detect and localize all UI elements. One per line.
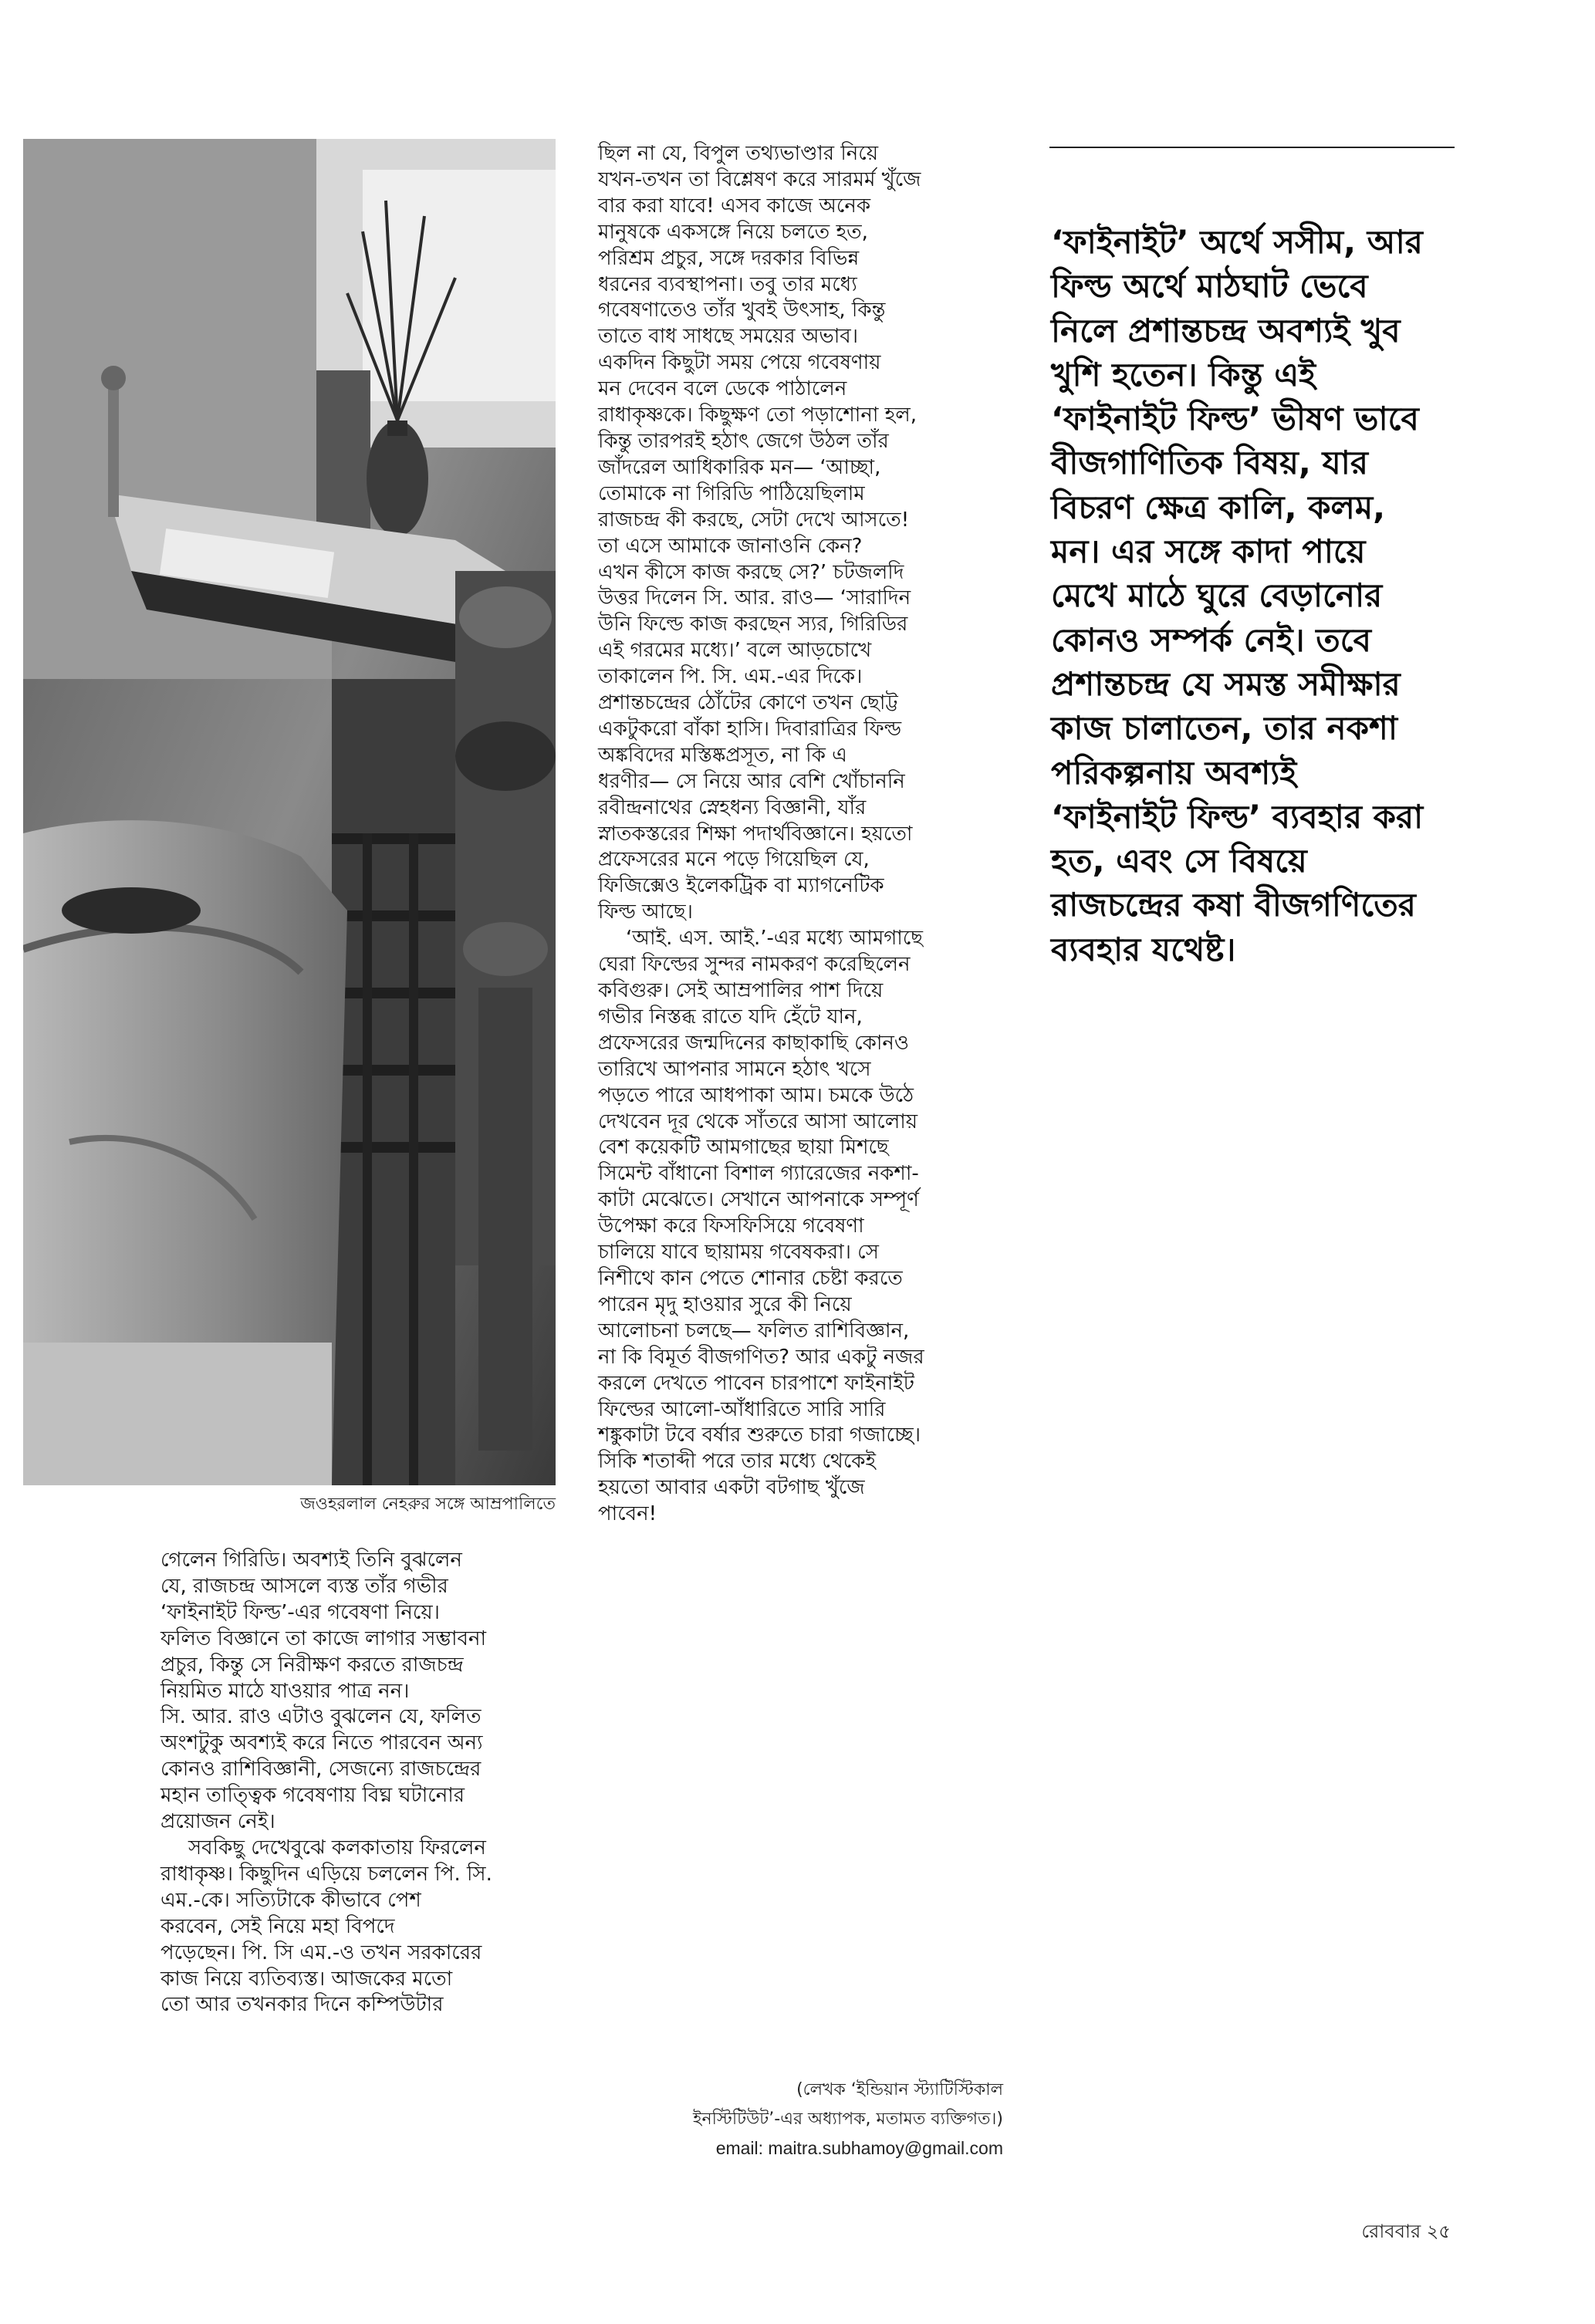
text-line: ফিল্ডের আলো-আঁধারিতে সারি সারি [598,1397,886,1421]
text-line: আলোচনা চলছে— ফলিত রাশিবিজ্ঞান, [598,1319,910,1343]
body-column-left [161,1548,562,2018]
text-line: প্রফেসরের মনে পড়ে গিয়েছিল যে, [598,848,870,872]
text-line: না কি বিমূর্ত বীজগণিত? আর একটু নজর [598,1345,924,1369]
text-line: সি. আর. রাও এটাও বুঝলেন যে, ফলিত [161,1705,482,1729]
text-line: কোনও রাশিবিজ্ঞানী, সেজন্যে রাজচন্দ্রের [161,1758,482,1782]
body-column-middle [598,141,1011,1528]
text-line: ব্যবহার যথেষ্ট। [1051,930,1236,968]
text-line: নিয়মিত মাঠে যাওয়ার পাত্র নন। [161,1679,410,1703]
text-line: যে, রাজচন্দ্র আসলে ব্যস্ত তাঁর গভীর [161,1574,448,1598]
text-line: পড়তে পারে আধপাকা আম। চমকে উঠে [598,1083,914,1107]
text-line: গেলেন গিরিডি। অবশ্যই তিনি বুঝলেন [161,1549,462,1572]
author-note [602,2076,1003,2134]
text-line: বেশ কয়েকটি আমগাছের ছায়া মিশছে [598,1136,889,1160]
text-line: কিন্তু তারপরই হঠাৎ জেগে উঠল তাঁর [598,429,889,453]
text-line: তো আর তখনকার দিনে কম্পিউটার [161,1993,444,2017]
paragraph [161,1548,562,1836]
author-email[interactable]: email: maitra.subhamoy@gmail.com [715,2138,1003,2158]
author-note-line: ইনস্টিটিউট’-এর অধ্যাপক, মতামত ব্যক্তিগত।) [693,2110,1003,2129]
text-line: রাধাকৃষ্ণকে। কিছুক্ষণ তো পড়াশোনা হল, [598,404,917,427]
text-line: রাজচন্দ্রের কষা বীজগণিতের [1051,886,1416,924]
text-line: অঙ্কবিদের মস্তিষ্কপ্রসূত, না কি এ [598,743,847,767]
text-line: কোনও সম্পর্ক নেই। তবে [1051,620,1371,659]
text-line: পাবেন! [598,1502,657,1526]
text-line: শঙ্কুকাটা টবে বর্ষার শুরুতে চারা গজাচ্ছে। [598,1424,921,1447]
text-line: প্রয়োজন নেই। [161,1810,275,1834]
text-line: চালিয়ে যাবে ছায়াময় গবেষকরা। সে [598,1241,879,1265]
text-line: করবেন, সেই নিয়ে মহা বিপদে [161,1914,395,1938]
author-note-line: (লেখক ‘ইন্ডিয়ান স্ট্যাটিস্টিকাল [796,2080,1003,2099]
text-line: ছিল না যে, বিপুল তথ্যভাণ্ডার নিয়ে [598,142,879,165]
text-line: নিলে প্রশান্তচন্দ্র অবশ্যই খুব [1051,311,1401,350]
text-line: দেখবেন দূর থেকে সাঁতরে আসা আলোয় [598,1110,918,1133]
text-line: ‘ফাইনাইট ফিল্ড’ ব্যবহার করা [1051,797,1424,836]
text-line: ‘ফাইনাইট ফিল্ড’-এর গবেষণা নিয়ে। [161,1600,440,1624]
text-line: রাধাকৃষ্ণ। কিছুদিন এড়িয়ে চললেন পি. সি. [161,1862,492,1886]
text-line: যখন-তখন তা বিশ্লেষণ করে সারমর্ম খুঁজে [598,167,921,191]
text-line: পরিকল্পনায় অবশ্যই [1051,753,1297,792]
text-line: তোমাকে না গিরিডি পাঠিয়েছিলাম [598,481,865,505]
text-line: তা এসে আমাকে জানাওনি কেন? [598,534,863,558]
nehru-photo [23,139,556,1485]
text-line: কবিগুরু। সেই আম্রপালির পাশ দিয়ে [598,979,884,1002]
text-line: স্নাতকস্তরের শিক্ষা পদার্থবিজ্ঞানে। হয়তো [598,822,913,846]
text-line: তাতে বাধ সাধছে সময়ের অভাব। [598,325,859,349]
text-line: উপেক্ষা করে ফিসফিসিয়ে গবেষণা [598,1214,864,1238]
text-line: মহান তাত্ত্বিক গবেষণায় বিঘ্ন ঘটানোর [161,1784,465,1808]
text-line: ‘ফাইনাইট ফিল্ড’ ভীষণ ভাবে [1051,400,1419,438]
text-line: বিচরণ ক্ষেত্র কালি, কলম, [1051,488,1386,526]
text-line: রবীন্দ্রনাথের স্নেহধন্য বিজ্ঞানী, যাঁর [598,795,867,819]
text-line: খুশি হতেন। কিন্তু এই [1051,355,1316,394]
text-line: মেখে মাঠে ঘুরে বেড়ানোর [1051,576,1383,615]
pull-quote-text [1051,220,1468,971]
text-line: গভীর নিস্তব্ধ রাতে যদি হেঁটে যান, [598,1005,863,1029]
text-line: কাজ নিয়ে ব্যতিব্যস্ত। আজকের মতো [161,1967,453,1991]
text-line: কাটা মেঝেতে। সেখানে আপনাকে সম্পূর্ণ [598,1188,919,1212]
text-line: গবেষণাতেও তাঁর খুবই উৎসাহ, কিন্তু [598,299,886,323]
text-line: তাকালেন পি. সি. এম.-এর দিকে। [598,665,863,689]
text-line: হত, এবং সে বিষয়ে [1051,842,1307,880]
text-line: ঘেরা ফিল্ডের সুন্দর নামকরণ করেছিলেন [598,953,911,977]
text-line: পড়েছেন। পি. সি এম.-ও তখন সরকারের [161,1941,482,1964]
text-line: এই গরমের মধ্যে।’ বলে আড়চোখে [598,639,872,663]
text-line: নিশীথে কান পেতে শোনার চেষ্টা করতে [598,1266,903,1290]
pull-quote [1051,220,1468,971]
text-line: রাজচন্দ্র কী করছে, সেটা দেখে আসতে! [598,508,910,532]
text-line: ‘ফাইনাইট’ অর্থে সসীম, আর [1051,223,1423,261]
text-line: প্রচুর, কিন্তু সে নিরীক্ষণ করতে রাজচন্দ্র [161,1653,464,1677]
text-line: সিকি শতাব্দী পরে তার মধ্যে থেকেই [598,1450,876,1474]
text-line: ধরনের ব্যবস্থাপনা। তবু তার মধ্যে [598,272,857,296]
paragraph [161,1836,562,2018]
pull-quote-rule [1049,147,1455,148]
text-line: মন। এর সঙ্গে কাদা পায়ে [1051,532,1366,571]
text-line: প্রশান্তচন্দ্রের ঠোঁটের কোণে তখন ছোট্ট [598,691,898,715]
text-line: ফিল্ড অর্থে মাঠঘাট ভেবে [1051,267,1368,306]
text-line: ফলিত বিজ্ঞানে তা কাজে লাগার সম্ভাবনা [161,1626,487,1650]
text-line: সবকিছু দেখেবুঝে কলকাতায় ফিরলেন [188,1836,486,1860]
text-line: জাঁদরেল আধিকারিক মন— ‘আচ্ছা, [598,455,881,479]
text-line: বীজগাণিতিক বিষয়, যার [1051,444,1368,482]
text-line: উনি ফিল্ডে কাজ করছেন স্যর, গিরিডির [598,613,908,637]
text-line: এখন কীসে কাজ করছে সে?’ চটজলদি [598,560,904,584]
photo-caption: জওহরলাল নেহরুর সঙ্গে আম্রপালিতে [300,1495,556,1514]
text-line: হয়তো আবার একটা বটগাছ খুঁজে [598,1476,865,1500]
text-line: বার করা যাবে! এসব কাজে অনেক [598,194,871,218]
text-line: প্রফেসরের জন্মদিনের কাছাকাছি কোনও [598,1031,910,1055]
text-line: অংশটুকু অবশ্যই করে নিতে পারবেন অন্য [161,1731,483,1755]
text-line: প্রশান্তচন্দ্র যে সমস্ত সমীক্ষার [1051,664,1401,703]
text-line: মানুষকে একসঙ্গে নিয়ে চলতে হত, [598,220,868,244]
text-line: একদিন কিছুটা সময় পেয়ে গবেষণায় [598,351,881,375]
photo-illustration [23,139,556,1485]
text-line: ফিল্ড আছে। [598,900,693,924]
text-line: তারিখে আপনার সামনে হঠাৎ খসে [598,1057,871,1081]
text-line: ‘আই. এস. আই.’-এর মধ্যে আমগাছে [626,927,924,951]
text-line: ধরণীর— সে নিয়ে আর বেশি খোঁচাননি [598,769,905,793]
text-line: সিমেন্ট বাঁধানো বিশাল গ্যারেজের নকশা- [598,1162,919,1186]
paragraph [598,926,1011,1528]
text-line: কাজ চালাতেন, তার নকশা [1051,709,1398,748]
text-line: একটুকরো বাঁকা হাসি। দিবারাত্রির ফিল্ড [598,717,902,741]
text-line: এম.-কে। সত্যিটাকে কীভাবে পেশ [161,1888,421,1912]
text-line: পারেন মৃদু হাওয়ার সুরে কী নিয়ে [598,1292,852,1316]
page-folio: রোববার ২৫ [1361,2221,1451,2242]
text-line: পরিশ্রম প্রচুর, সঙ্গে দরকার বিভিন্ন [598,246,860,270]
text-line: করলে দেখতে পাবেন চারপাশে ফাইনাইট [598,1371,914,1395]
paragraph [598,141,1011,926]
text-line: ফিজিক্সেও ইলেকট্রিক বা ম্যাগনেটিক [598,874,884,898]
text-line: মন দেবেন বলে ডেকে পাঠালেন [598,377,847,401]
text-line: উত্তর দিলেন সি. আর. রাও— ‘সারাদিন [598,586,911,610]
